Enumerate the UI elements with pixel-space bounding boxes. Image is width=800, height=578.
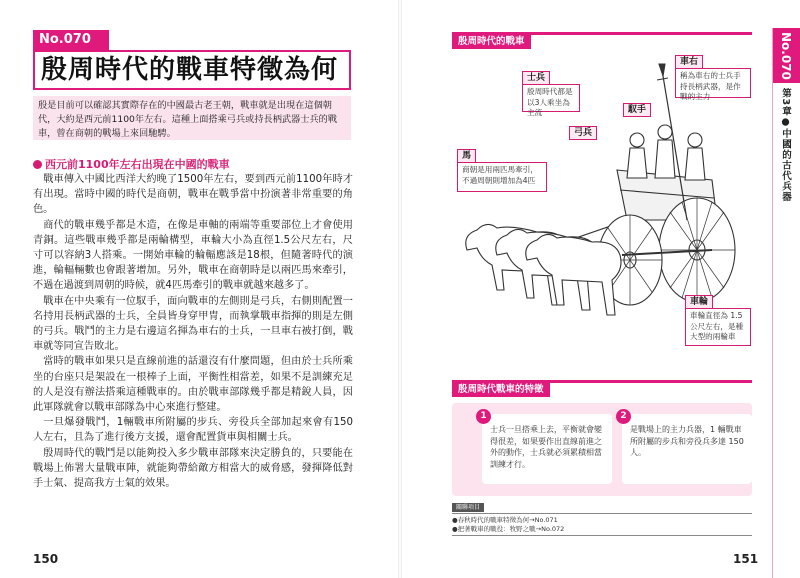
paragraph: 戰車在中央乘有一位馭手，面向戰車的左側則是弓兵，右側則配置一名持用長柄武器的士兵，全員皆身穿甲冑，而執掌戰車指揮的則是左側的弓兵。戰鬥的主力是右邊這名揮為車右的士兵，一旦車右被打倒，戰車就等同宣告敗北。	[33, 295, 353, 353]
page-number-left: 150	[33, 552, 59, 566]
callout-soldier	[522, 73, 580, 117]
callout-wheel	[685, 297, 751, 346]
callout-soldier-text: 殷周時代都是以3人乘坐為主流	[527, 87, 573, 117]
side-chapter: 第3章●中國的古代兵器	[780, 88, 791, 203]
feature-card-2	[622, 414, 752, 484]
features-title: 殷周時代戰車的特徵	[452, 383, 550, 397]
body-text	[33, 172, 353, 491]
callout-cheyou-text: 稱為車右的士兵手持長柄武器，是作戰的主力	[680, 71, 741, 101]
feature-number-2: 2	[616, 409, 631, 424]
side-tab-rule	[772, 28, 773, 578]
callout-wheel-label: 車輪	[685, 295, 713, 309]
label-archer: 弓兵	[569, 126, 597, 140]
callout-horse-text: 商朝是用兩匹馬牽引，不過周朝則增加為4匹	[462, 165, 538, 185]
features-title-bar	[452, 380, 752, 395]
paragraph: 當時的戰車如果只是直線前進的話還沒有什麼問題，但由於士兵所乘坐的台座只是架設在一根棒子上面，平衡性相當差，如果不是訓練充足的人是沒有辦法搭乘這種戰車的。由於戰車部隊幾乎都是精銳人員，因此軍隊就會以戰車部隊為中心來進行整建。	[33, 356, 353, 414]
intro-summary: 殷是目前可以確認其實際存在的中國最古老王朝，戰車就是出現在這個朝代，大約是西元前1100年左右。這種上面搭乘弓兵或持長柄武器士兵的戰車，曾在商朝的戰場上來回馳騁。	[33, 96, 351, 140]
callout-cheyou-label: 車右	[675, 55, 703, 69]
related-item-2[interactable]: ●把著戰車的戰役：牧野之戰→No.072	[452, 525, 565, 533]
feature-text-2: 是戰場上的主力兵器，1 輛戰車所附屬的步兵和旁役兵多達 150 人。	[630, 425, 744, 457]
related-item-1[interactable]: ●春秋時代的戰車特徵為何→No.071	[452, 516, 558, 524]
paragraph: 殷周時代的戰鬥是以能夠投入多少戰車部隊來決定勝負的，只要能在戰場上佈署大量戰車陣，就能夠帶給敵方相當大的威脅感，發揮降低對手士氣、提高我方士氣的效果。	[33, 447, 353, 490]
bullet-icon	[33, 160, 42, 169]
callout-wheel-text: 車輪直徑為 1.5 公尺左右，是種大型的兩輪車	[690, 311, 744, 341]
paragraph: 戰車傳入中國比西洋大約晚了1500年左右，要到西元前1100年時才有出現。當時中國的時代是商朝，戰車在戰爭當中扮演著非常重要的角色。	[33, 174, 353, 216]
paragraph: 一旦爆發戰鬥，1輛戰車所附屬的步兵、旁役兵全部加起來會有150人左右，且為了進行後方支援，還會配置貨車與相關士兵。	[33, 417, 353, 444]
page-number-right: 151	[733, 552, 759, 566]
callout-horse-label: 馬	[457, 149, 476, 163]
page-title: 殷周時代的戰車特徵為何	[33, 50, 351, 90]
related-divider	[452, 513, 752, 514]
callout-cheyou	[675, 57, 751, 101]
related-divider	[452, 535, 752, 536]
feature-text-1: 士兵一旦搭乘上去，平衡就會變得很差，如果要作出直線前進之外的動作，士兵就必須累積相當訓練才行。	[490, 425, 602, 469]
section-heading-text: 西元前1100年左右出現在中國的戰車	[45, 158, 230, 171]
label-driver: 馭手	[623, 103, 651, 117]
paragraph: 商代的戰車幾乎都是木造，在像是車軸的兩端等重要部位上才會使用青銅。這些戰車幾乎都是兩輪構型，車輪大小為直徑1.5公尺左右，尺寸可以容納3人搭乘。一開始車輪的輪輻應該是18根，但隨著時代的演進，輪輻輛數也會跟著增加。另外，戰車在商朝時是以兩匹馬來牽引，不過在過渡到周朝的時候，就4匹馬牽引的戰車就越來越多了。	[33, 219, 353, 292]
entry-number-badge: No.070	[33, 30, 109, 50]
section-heading	[33, 156, 230, 172]
feature-card-1	[482, 414, 612, 484]
callout-soldier-label: 士兵	[522, 71, 550, 85]
illustration-title: 殷周時代的戰車	[452, 35, 531, 49]
callout-horse	[457, 151, 547, 192]
features-box	[452, 403, 752, 496]
related-items-tag: 關聯項目	[452, 503, 484, 512]
side-tab	[773, 28, 800, 83]
side-tab-number: No.070	[779, 32, 793, 80]
feature-number-1: 1	[476, 409, 491, 424]
illustration-title-bar	[452, 32, 752, 47]
